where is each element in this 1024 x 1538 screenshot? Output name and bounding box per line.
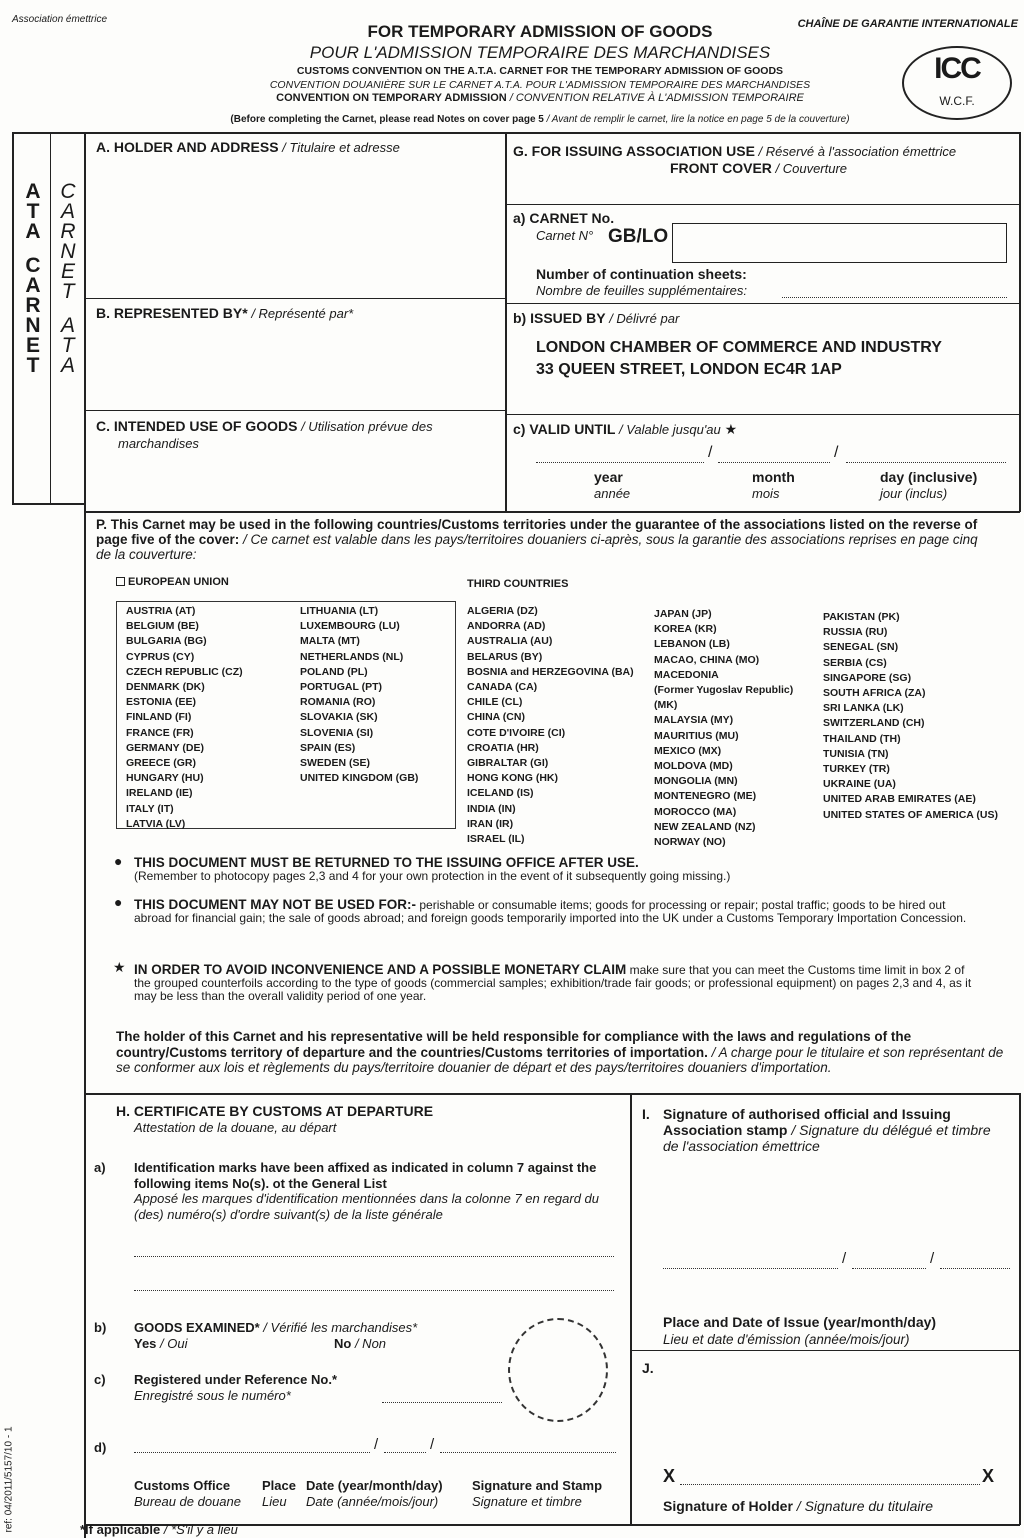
eu-col-2 — [300, 604, 418, 786]
divider-b-c — [86, 410, 506, 411]
country-item: GERMANY (DE) — [126, 741, 204, 754]
holder-signature-label: Signature of Holder / Signature du titulaire — [663, 1498, 933, 1514]
frame-right — [1019, 132, 1021, 512]
box-i-label: Signature of authorised official and Issuing Association stamp / Signature du délégué et timbre de l'association émettrice — [663, 1106, 991, 1154]
registered-ref-label-fr: Enregistré sous le numéro* — [134, 1388, 291, 1403]
guarantee-chain-label: CHAÎNE DE GARANTIE INTERNATIONALE — [797, 18, 1018, 30]
valid-year-field[interactable] — [536, 462, 704, 463]
box-h-label: H. CERTIFICATE BY CUSTOMS AT DEPARTURE — [116, 1103, 434, 1119]
country-item: BELGIUM (BE) — [126, 620, 199, 633]
country-item: JAPAN (JP) — [654, 608, 712, 620]
country-item: PORTUGAL (PT) — [300, 681, 383, 694]
signature-stamp-label: Signature and Stamp Signature et timbre — [472, 1478, 603, 1509]
valid-month-field[interactable] — [718, 462, 830, 463]
valid-until-label: c) VALID UNTIL / Valable jusqu'au ★ — [513, 421, 738, 437]
h-a-mark: a) — [94, 1160, 106, 1175]
frame-right-lower — [1019, 1093, 1021, 1525]
if-applicable-note: *If applicable / *S'il y a lieu — [80, 1522, 238, 1537]
country-item: MONTENEGRO (ME) — [654, 790, 757, 803]
country-item: RUSSIA (RU) — [823, 626, 888, 639]
country-item: MOLDOVA (MD) — [654, 760, 733, 773]
country-item: MALTA (MT) — [300, 635, 360, 648]
items-field-2[interactable] — [134, 1290, 614, 1291]
box-b-represented-label: B. REPRESENTED BY* / Représenté par* — [96, 305, 354, 321]
represented-by-field[interactable] — [92, 326, 500, 406]
country-item: UNITED ARAB EMIRATES (AE) — [823, 793, 976, 806]
wcf-label: W.C.F. — [939, 94, 975, 108]
country-item: COTE D'IVOIRE (CI) — [467, 726, 566, 739]
customs-office-field[interactable] — [134, 1452, 370, 1453]
h-c-mark: c) — [94, 1372, 106, 1387]
country-item: SLOVAKIA (SK) — [300, 711, 378, 724]
divider-i-j — [632, 1350, 1020, 1351]
box-p-intro: P. This Carnet may be used in the following countries/Customs territories under the guarantee of the associations listed on the reverse of page five of the cover: / Ce carnet est valable dans les pays/territoires douaniers ci-après, sous la garantie des associations reprises en page cinq de la couverture: — [96, 517, 978, 562]
h-a-text: Identification marks have been affixed as indicated in column 7 against the following items No(s). ot the General List Apposé les marques d'identification mentionnées dans la colonne 7 en regard du (des) numéro(s) d'ordre suivant(s) de la liste générale — [134, 1160, 600, 1222]
country-item: CYPRUS (CY) — [126, 650, 195, 663]
issue-place-field[interactable] — [663, 1268, 838, 1269]
country-item: MACAO, CHINA (MO) — [654, 653, 760, 666]
country-item: TUNISIA (TN) — [823, 747, 889, 760]
title-fr: POUR L'ADMISSION TEMPORAIRE DES MARCHANDISES — [309, 43, 771, 62]
place-date-issue-label: Place and Date of Issue (year/month/day) — [663, 1314, 937, 1330]
country-item: HONG KONG (HK) — [467, 772, 558, 785]
eu-col-1 — [126, 604, 243, 832]
continuation-sheets-label: Number of continuation sheets: — [536, 266, 747, 282]
divider-p-h — [86, 1093, 1020, 1095]
box-i-mark: I. — [642, 1106, 650, 1122]
country-item: MAURITIUS (MU) — [654, 729, 739, 742]
month-label: month — [752, 469, 795, 485]
slash-3: / — [374, 1436, 379, 1453]
bullet-icon: ● — [114, 853, 123, 869]
divider-g-a — [507, 204, 1020, 205]
divider-g-c — [507, 414, 1020, 415]
country-item: ISRAEL (IL) — [467, 833, 525, 846]
reference-code: ref: 04/2011/5157/10 - 1 — [3, 1426, 15, 1533]
country-item: ICELAND (IS) — [467, 787, 534, 800]
customs-stamp-area[interactable] — [508, 1318, 608, 1422]
country-item: AUSTRALIA (AU) — [467, 635, 553, 648]
items-field-1[interactable] — [134, 1256, 614, 1257]
country-item: TURKEY (TR) — [823, 763, 890, 776]
country-item: MALAYSIA (MY) — [654, 714, 734, 727]
country-item: CHINA (CN) — [467, 711, 525, 724]
place-date-issue-label-fr: Lieu et date d'émission (année/mois/jour) — [663, 1332, 910, 1347]
country-item: MACEDONIA — [654, 668, 719, 681]
country-item: SENEGAL (SN) — [823, 641, 899, 654]
carnet-number-input[interactable] — [672, 223, 1007, 263]
country-item: UNITED STATES OF AMERICA (US) — [823, 808, 998, 821]
country-item: SOUTH AFRICA (ZA) — [823, 687, 926, 700]
issued-by-label: b) ISSUED BY / Délivré par — [513, 310, 680, 326]
country-item: UNITED KINGDOM (GB) — [300, 772, 419, 785]
tc-col-1 — [467, 604, 634, 847]
date-field[interactable] — [440, 1452, 616, 1453]
goods-examined-yes[interactable]: Yes / Oui — [134, 1336, 188, 1351]
country-item: ROMANIA (RO) — [300, 696, 376, 709]
customs-office-label: Customs Office Bureau de douane — [134, 1478, 241, 1509]
country-item: GREECE (GR) — [126, 757, 197, 770]
country-item: NORWAY (NO) — [654, 836, 726, 849]
country-item: UKRAINE (UA) — [823, 778, 896, 791]
slash-6: / — [930, 1250, 935, 1267]
year-label: year — [594, 469, 623, 485]
country-item: POLAND (PL) — [300, 665, 368, 678]
notice-return: THIS DOCUMENT MUST BE RETURNED TO THE ISSUING OFFICE AFTER USE. (Remember to photocopy pages 2,3 and 4 for your own protection in the event of it subsequently going missing.) — [134, 855, 731, 883]
country-item: GIBRALTAR (GI) — [467, 757, 549, 770]
side-text-ata-carnet: A T A C A R N E T — [25, 180, 41, 377]
box-a-holder-label: A. HOLDER AND ADDRESS / Titulaire et adresse — [96, 139, 400, 155]
country-item: BOSNIA and HERZEGOVINA (BA) — [467, 665, 634, 678]
h-d-mark: d) — [94, 1440, 107, 1455]
tc-col-3 — [823, 610, 998, 823]
issuer-name: LONDON CHAMBER OF COMMERCE AND INDUSTRY — [536, 339, 942, 356]
place-field[interactable] — [384, 1452, 426, 1453]
day-label-fr: jour (inclus) — [880, 486, 948, 501]
association-label: Association émettrice — [12, 14, 108, 25]
country-item: MONGOLIA (MN) — [654, 775, 738, 788]
convention-line-3: CONVENTION ON TEMPORARY ADMISSION / CONVENTION RELATIVE À L'ADMISSION TEMPORAIRE — [276, 92, 804, 104]
country-item: ALGERIA (DZ) — [467, 605, 538, 617]
slash-5: / — [842, 1250, 847, 1267]
country-item: (Former Yugoslav Republic) — [654, 684, 794, 697]
country-item: MEXICO (MX) — [654, 744, 722, 757]
country-item: ESTONIA (EE) — [126, 696, 197, 709]
country-item: NEW ZEALAND (NZ) — [654, 820, 756, 833]
issue-date-field-1[interactable] — [852, 1268, 926, 1269]
carnet-number-label: a) CARNET No. — [513, 210, 615, 226]
place-label: Place Lieu — [262, 1478, 296, 1509]
registered-ref-label: Registered under Reference No.* — [134, 1372, 338, 1387]
country-item: LEBANON (LB) — [654, 638, 730, 651]
slash-1: / — [708, 444, 713, 461]
year-label-fr: année — [594, 486, 631, 501]
frame-top — [12, 132, 1020, 134]
side-text-carnet-ata: C A R N E T A T A — [60, 180, 76, 377]
convention-line-2: CONVENTION DOUANIÈRE SUR LE CARNET A.T.A. POUR L'ADMISSION TEMPORAIRE DES MARCHANDISES — [269, 79, 811, 91]
frame-side-bottom — [12, 503, 86, 505]
continuation-sheets-field[interactable] — [782, 297, 1007, 298]
holder-signature-field[interactable] — [680, 1484, 980, 1485]
country-item: FRANCE (FR) — [126, 726, 194, 739]
carnet-number-label-fr: Carnet N° — [536, 228, 594, 243]
front-cover-label: FRONT COVER / Couverture — [670, 160, 848, 176]
country-item: MOROCCO (MA) — [654, 805, 737, 818]
country-item: FINLAND (FI) — [126, 711, 192, 724]
eu-label: EUROPEAN UNION — [116, 576, 229, 588]
continuation-sheets-label-fr: Nombre de feuilles supplémentaires: — [536, 283, 747, 298]
eu-checkbox[interactable] — [116, 577, 125, 586]
holder-address-field[interactable] — [92, 160, 500, 294]
country-item: SRI LANKA (LK) — [823, 702, 904, 715]
country-item: NETHERLANDS (NL) — [300, 650, 404, 663]
divider-g-b — [507, 303, 1020, 304]
country-item: CHILE (CL) — [467, 696, 523, 709]
icc-logo-text: ICC — [934, 52, 980, 85]
country-item: LATVIA (LV) — [126, 817, 186, 830]
notice-may-not-use: THIS DOCUMENT MAY NOT BE USED FOR:- perishable or consumable items; goods for processing or repair; postal traffic; goods to be hired out abroad for financial gain; the sale of goods abroad; and foreign goods temporarily imported into the UK under a Customs Temporary Importation Concession. — [134, 897, 967, 925]
signature-x-end: X — [982, 1466, 995, 1486]
tc-col-2 — [654, 607, 793, 850]
divider-top-p — [86, 511, 1020, 513]
frame-main-left — [84, 132, 86, 1538]
country-item: CZECH REPUBLIC (CZ) — [126, 665, 243, 678]
valid-day-field[interactable] — [846, 462, 1006, 463]
issue-date-field-2[interactable] — [940, 1268, 1010, 1269]
convention-line-1: CUSTOMS CONVENTION ON THE A.T.A. CARNET FOR THE TEMPORARY ADMISSION OF GOODS — [296, 65, 784, 77]
country-item: HUNGARY (HU) — [126, 772, 204, 785]
box-c-intended-use-label: C. INTENDED USE OF GOODS / Utilisation prévue des marchandises — [96, 418, 433, 451]
country-item: AUSTRIA (AT) — [126, 605, 196, 617]
country-item: INDIA (IN) — [467, 802, 516, 815]
country-item: SLOVENIA (SI) — [300, 726, 374, 739]
country-item: SWEDEN (SE) — [300, 757, 371, 770]
date-label: Date (year/month/day) Date (année/mois/jour) — [306, 1478, 443, 1509]
title-en: FOR TEMPORARY ADMISSION OF GOODS — [367, 22, 713, 41]
bullet-icon: ● — [114, 894, 123, 910]
box-j-mark: J. — [642, 1360, 654, 1376]
country-item: SPAIN (ES) — [300, 741, 356, 754]
issuer-address: 33 QUEEN STREET, LONDON EC4R 1AP — [536, 361, 842, 378]
frame-middle — [505, 132, 507, 512]
day-label: day (inclusive) — [880, 469, 978, 485]
h-b-mark: b) — [94, 1320, 107, 1335]
divider-h-i — [630, 1093, 632, 1525]
completion-notice: (Before completing the Carnet, please read Notes on cover page 5 / Avant de remplir le carnet, lire la notice en page 5 de la couverture) — [230, 114, 850, 125]
intended-use-field[interactable] — [92, 455, 500, 505]
holder-responsibility: The holder of this Carnet and his representative will be held responsible for compliance with the laws and regulations of the country/Customs territory of departure and the countries/Customs territories of importation. / A charge pour le titulaire et son représentant de se conformer aux lois et règlements du pays/territoire douanier de départ et des pays/territoires douaniers d'importation. — [116, 1029, 1004, 1075]
notice-monetary-claim: IN ORDER TO AVOID INCONVENIENCE AND A POSSIBLE MONETARY CLAIM make sure that you can meet the Customs time limit in box 2 of the grouped counterfoils according to the type of goods (commercial samples; exhibition/trade fair goods; or professional equipment) on pages 2,3 and 4, as it may be less than the overall validity period of one year. — [134, 962, 972, 1003]
signature-x-start: X — [663, 1466, 676, 1486]
goods-examined-no[interactable]: No / Non — [334, 1336, 387, 1351]
carnet-prefix: GB/LO — [608, 226, 669, 247]
slash-4: / — [430, 1436, 435, 1453]
country-item: LUXEMBOURG (LU) — [300, 620, 400, 633]
country-item: SINGAPORE (SG) — [823, 671, 912, 684]
country-item: IRAN (IR) — [467, 817, 514, 830]
country-item: CROATIA (HR) — [467, 741, 539, 754]
star-icon: ★ — [113, 959, 126, 975]
country-item: IRELAND (IE) — [126, 787, 193, 800]
country-item: BULGARIA (BG) — [126, 635, 207, 648]
country-item: KOREA (KR) — [654, 623, 717, 636]
box-h-label-fr: Attestation de la douane, au départ — [134, 1120, 337, 1135]
country-item: (MK) — [654, 699, 678, 712]
goods-examined-label: GOODS EXAMINED* / Vérifié les marchandises* — [134, 1320, 418, 1335]
third-countries-label: THIRD COUNTRIES — [467, 578, 569, 590]
country-item: PAKISTAN (PK) — [823, 611, 900, 623]
registered-ref-field[interactable] — [382, 1402, 502, 1403]
country-item: LITHUANIA (LT) — [300, 605, 379, 617]
country-item: THAILAND (TH) — [823, 732, 901, 745]
country-item: BELARUS (BY) — [467, 650, 543, 663]
frame-side-divider — [50, 132, 51, 504]
country-item: DENMARK (DK) — [126, 681, 205, 694]
country-item: SWITZERLAND (CH) — [823, 717, 925, 730]
country-item: SERBIA (CS) — [823, 656, 887, 669]
box-g-label: G. FOR ISSUING ASSOCIATION USE / Réservé à l'association émettrice — [513, 143, 957, 159]
country-item: ANDORRA (AD) — [467, 620, 546, 633]
month-label-fr: mois — [752, 486, 780, 501]
divider-a-b — [86, 298, 506, 299]
slash-2: / — [834, 444, 839, 461]
frame-left — [12, 132, 14, 504]
country-item: ITALY (IT) — [126, 802, 174, 815]
country-item: CANADA (CA) — [467, 681, 538, 694]
